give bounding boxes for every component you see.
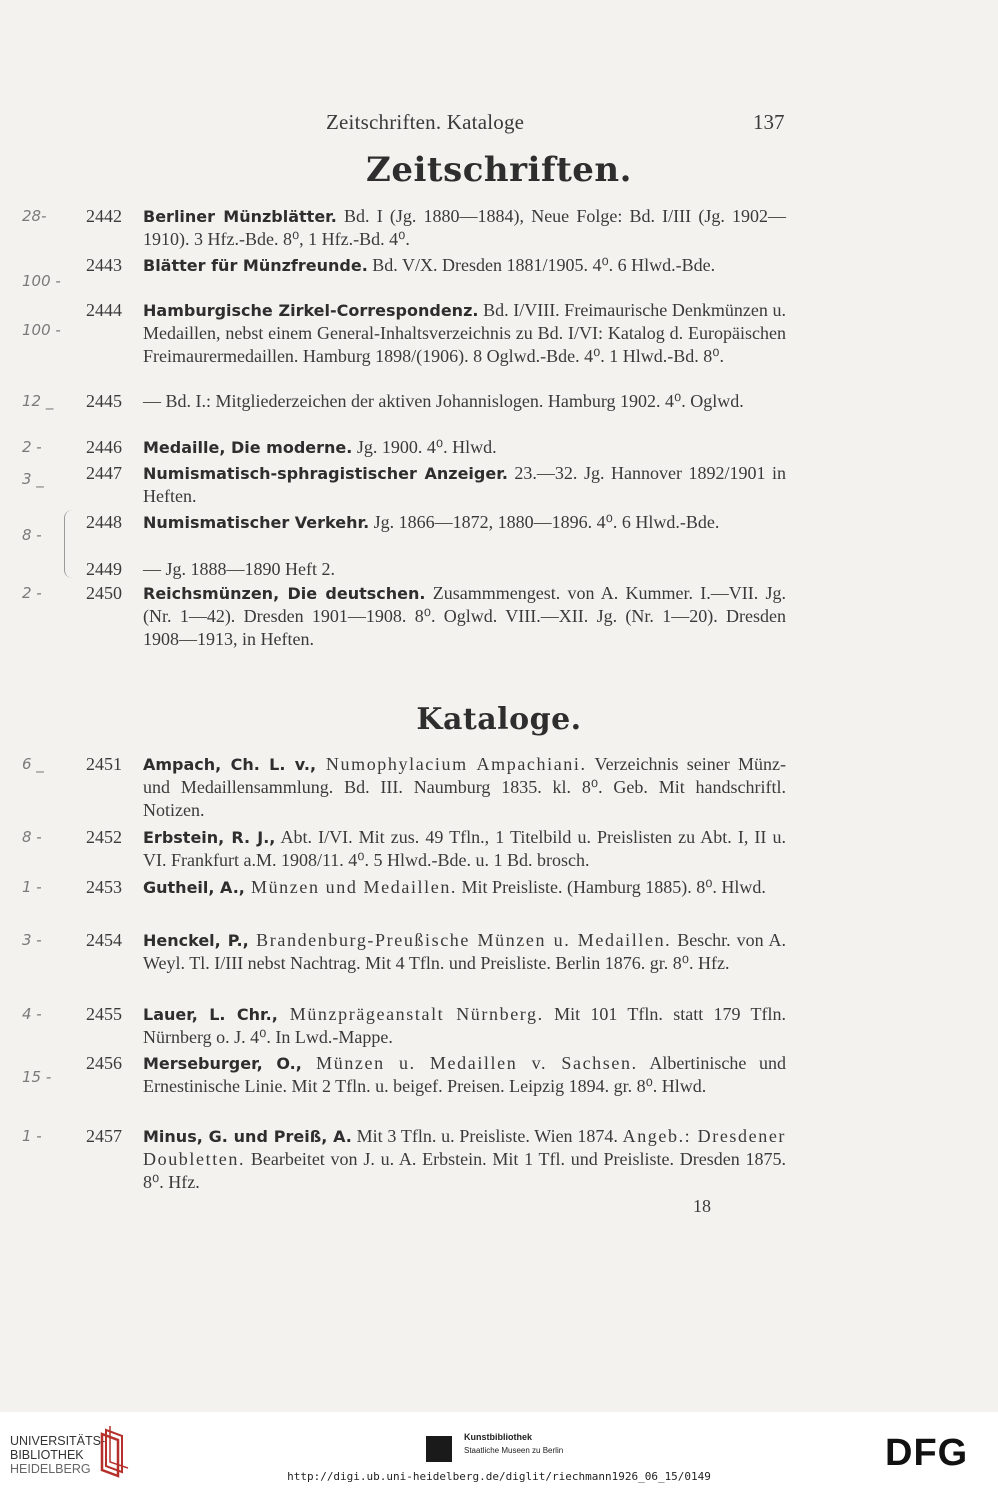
entry-title: Numismatischer Verkehr.	[143, 513, 370, 532]
entry-spaced-title: Angeb.: Dresdener Doubletten.	[143, 1126, 787, 1169]
entry-text	[143, 826, 786, 872]
entry-text	[143, 558, 786, 581]
entry-description: Bd. I (Jg. 1880—1884), Neue Folge: Bd. I/III (Jg. 1902—1910). 3 Hfz.-Bde. 8⁰, 1 Hfz.-Bd. 4⁰.	[143, 206, 786, 249]
entry-spaced-title: Münzprägeanstalt Nürnberg.	[277, 1004, 544, 1024]
lot-number: 2445	[86, 391, 122, 411]
entry-spaced-title: Brandenburg-Preußische Münzen u. Medaillen.	[248, 930, 672, 950]
entry-text	[143, 1125, 786, 1194]
entry-description: Jg. 1866—1872, 1880—1896. 4⁰. 6 Hlwd.-Bde.	[369, 512, 720, 532]
lot-number: 2451	[86, 754, 122, 774]
lot-number: 2446	[86, 437, 122, 457]
entry-description: Mit Preisliste. (Hamburg 1885). 8⁰. Hlwd.	[457, 877, 766, 897]
entry-spaced-title: Münzen u. Medaillen v. Sachsen.	[301, 1053, 638, 1073]
handwritten-price: 1 -	[22, 1127, 42, 1145]
handwritten-price: 3 -	[22, 931, 42, 949]
lot-number: 2453	[86, 877, 122, 897]
lot-number: 2448	[86, 512, 122, 532]
library-name-line: HEIDELBERG	[10, 1462, 91, 1476]
library-name-line: UNIVERSITÄTS-	[10, 1434, 106, 1448]
entry-text	[143, 582, 786, 651]
lot-number: 2449	[86, 559, 122, 579]
entry-title: Henckel, P.,	[143, 931, 249, 950]
entry-text	[143, 753, 786, 822]
lot-number: 2452	[86, 827, 122, 847]
lot-number: 2444	[86, 300, 122, 320]
library-name-line: BIBLIOTHEK	[10, 1448, 84, 1462]
lot-number: 2450	[86, 583, 122, 603]
entry-title: Ampach, Ch. L. v.,	[143, 755, 317, 774]
handwritten-price: 6 _	[22, 755, 44, 773]
footer	[0, 1412, 998, 1488]
entry-title: Berliner Münzblätter.	[143, 207, 337, 226]
entry-text	[143, 299, 786, 368]
kunstbibliothek-subtitle: Staatliche Museen zu Berlin	[464, 1446, 564, 1455]
handwritten-price: 100 -	[22, 321, 61, 339]
entry-description: — Jg. 1888—1890 Heft 2.	[143, 559, 335, 579]
entry-description: Beschr. von A. Weyl. Tl. I/III nebst Nachtrag. Mit 4 Tfln. und Preisliste. Berlin 1876. gr. 8⁰. Hfz.	[143, 930, 786, 973]
handwritten-price: 3 _	[22, 470, 44, 488]
entry-description: — Bd. I.: Mitgliederzeichen der aktiven Johannislogen. Hamburg 1902. 4⁰. Oglwd.	[143, 391, 744, 411]
entry-title: Erbstein, R. J.,	[143, 828, 276, 847]
entry-description: Mit 101 Tfln. statt 179 Tfln. Nürnberg o. J. 4⁰. In Lwd.-Mappe.	[143, 1004, 787, 1047]
lot-number: 2457	[86, 1126, 122, 1146]
entry-title: Hamburgische Zirkel-Correspondenz.	[143, 301, 479, 320]
handwritten-price: 4 -	[22, 1005, 42, 1023]
entry-title: Numismatisch-sphragistischer Anzeiger.	[143, 464, 508, 483]
entry-description: Jg. 1900. 4⁰. Hlwd.	[352, 437, 497, 457]
entry-text	[143, 1003, 786, 1049]
permalink-url[interactable]: http://digi.ub.uni-heidelberg.de/diglit/riechmann1926_06_15/0149	[287, 1470, 711, 1483]
kunstbibliothek-square-icon	[426, 1436, 452, 1462]
entry-text	[143, 254, 786, 277]
entry-title: Gutheil, A.,	[143, 878, 245, 897]
entry-description: Bd. I/VIII. Freimaurische Denkmünzen u. Medaillen, nebst einem General-Inhaltsverzeichnis zu Bd. I/VI: Katalog d. Europäischen Freimaurermedaillen. Hamburg 1898/(1906). 8 Oglwd.-Bde. 4⁰. 1 Hlwd.-Bd. 8⁰.	[143, 300, 786, 366]
entry-description: Bearbeitet von J. u. A. Erbstein. Mit 1 Tfl. und Preisliste. Dresden 1875. 8⁰. Hfz.	[143, 1149, 786, 1192]
section-title-kataloge: Kataloge.	[416, 702, 582, 737]
handwritten-price: 28-	[22, 207, 47, 225]
handwritten-price: 100 -	[22, 272, 61, 290]
entry-text	[143, 1052, 786, 1098]
entry-spaced-title: Münzen und Medaillen.	[244, 877, 458, 897]
running-head-title: Zeitschriften. Kataloge	[326, 110, 525, 134]
entry-spaced-title: Numophylacium Ampachiani.	[316, 754, 587, 774]
entry-text	[143, 929, 786, 975]
running-head	[0, 110, 998, 136]
entry-text	[143, 436, 786, 459]
handwritten-price: 1 -	[22, 878, 42, 896]
entry-title: Reichsmünzen, Die deutschen.	[143, 584, 426, 603]
entry-title: Minus, G. und Preiß, A.	[143, 1127, 352, 1146]
entry-description: Verzeichnis seiner Münz- und Medaillensammlung. Bd. III. Naumburg 1835. kl. 8⁰. Geb. Mit handschriftl. Notizen.	[143, 754, 787, 820]
entry-title: Merseburger, O.,	[143, 1054, 302, 1073]
dfg-logo[interactable]: DFG	[885, 1432, 969, 1474]
entry-description: Zusammmengest. von A. Kummer. I.—VII. Jg. (Nr. 1—42). Dresden 1901—1908. 8⁰. Oglwd. VIII.—XII. Jg. (Nr. 1—20). Dresden 1908—1913, in Heften.	[143, 583, 786, 649]
kunstbibliothek-name: Kunstbibliothek	[464, 1432, 532, 1442]
lot-number: 2454	[86, 930, 122, 950]
entry-text	[143, 205, 786, 251]
handwritten-price: 8 -	[22, 526, 42, 544]
section-title-zeitschriften: Zeitschriften.	[366, 150, 632, 190]
handwritten-price: 2 -	[22, 438, 42, 456]
entry-description: Albertinische und Ernestinische Linie. Mit 2 Tfln. u. beigef. Preisen. Leipzig 1894. gr. 8⁰. Hlwd.	[143, 1053, 786, 1096]
entry-description: Abt. I/VI. Mit zus. 49 Tfln., 1 Titelbild u. Preislisten zu Abt. I, II u. VI. Frankfurt a.M. 1908/11. 4⁰. 5 Hlwd.-Bde. u. 1 Bd. brosch.	[143, 827, 786, 870]
entry-text	[143, 511, 786, 534]
entry-title: Blätter für Münzfreunde.	[143, 256, 368, 275]
page-number: 137	[753, 110, 785, 134]
entry-title: Medaille, Die moderne.	[143, 438, 353, 457]
handwritten-price: 8 -	[22, 828, 42, 846]
handwritten-price: 12 _	[22, 392, 54, 410]
lot-number: 2442	[86, 206, 122, 226]
lot-number: 2447	[86, 463, 122, 483]
handwritten-price: 2 -	[22, 584, 42, 602]
lot-number: 2443	[86, 255, 122, 275]
entry-description: Bd. V/X. Dresden 1881/1905. 4⁰. 6 Hlwd.-Bde.	[367, 255, 716, 275]
signature-mark: 18	[693, 1196, 711, 1216]
entry-text	[143, 390, 786, 413]
handwritten-price: 15 -	[22, 1068, 52, 1086]
entry-text	[143, 876, 786, 899]
entry-title: Lauer, L. Chr.,	[143, 1005, 278, 1024]
entry-description: 23.—32. Jg. Hannover 1892/1901 in Heften.	[143, 463, 787, 506]
entry-description: Mit 3 Tfln. u. Preisliste. Wien 1874.	[351, 1126, 623, 1146]
entry-text	[143, 462, 786, 508]
lot-number: 2455	[86, 1004, 122, 1024]
lot-number: 2456	[86, 1053, 122, 1073]
